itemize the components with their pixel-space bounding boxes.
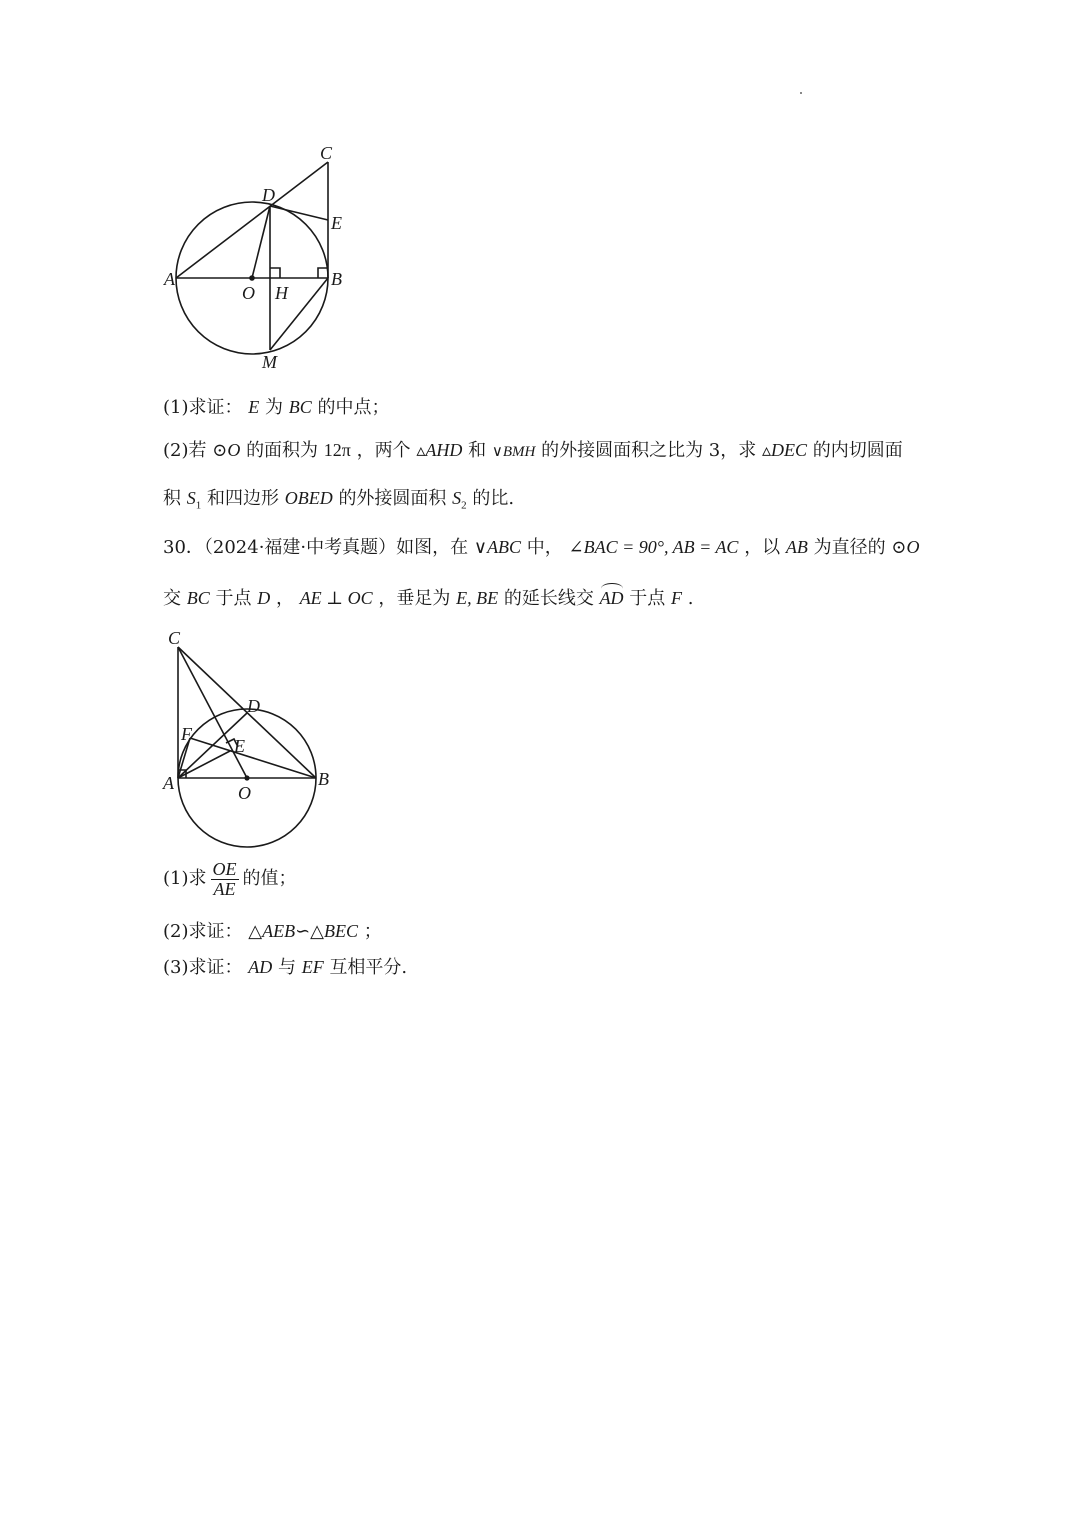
stray-mark	[800, 92, 802, 94]
label-h: H	[275, 283, 288, 303]
q29-part2-cont: 积 $S_1$ 和四边形 OBED 的外接圆面积 $S_2$ 的比.	[163, 488, 515, 512]
label-c: C	[320, 143, 333, 163]
figure-2-circle-diagram	[155, 625, 345, 860]
arc-ad: AD	[599, 588, 624, 608]
label-c: C	[168, 628, 181, 648]
label-m: M	[262, 352, 277, 372]
label-f: F	[181, 724, 192, 744]
segment-ac	[176, 162, 328, 278]
q30-part3: (3)求证： AD 与 EF 互相平分.	[163, 957, 408, 978]
label-e: E	[331, 213, 342, 233]
q30-line2: 交 BC 于点 D ， AE ⊥ OC ，垂足为 E, BE 的延长线交 AD 于点 F .	[163, 588, 694, 609]
q30-line1: 30．（2024·福建·中考真题）如图，在 ∨ABC 中， ∠BAC = 90°, AB = AC ，以 AB 为直径的 ⊙O	[163, 537, 920, 558]
segment-co	[178, 647, 247, 778]
label-e: E	[234, 736, 245, 756]
label-b: B	[331, 269, 342, 289]
figure-1-circle-diagram	[150, 135, 370, 375]
label-a: A	[164, 269, 175, 289]
right-angle-b	[318, 268, 328, 278]
q30-part2: (2)求证： △AEB∽△BEC ；	[163, 921, 382, 942]
label-b: B	[318, 769, 329, 789]
segment-fb	[190, 738, 316, 778]
label-d: D	[262, 185, 275, 205]
label-o: O	[238, 783, 251, 803]
center-point-o	[244, 775, 249, 780]
center-point-o	[249, 275, 255, 281]
q29-part2: (2)若 ⊙O 的面积为 12π ，两个 ▵AHD 和 ∨BMH 的外接圆面积之比为 3，求 ▵DEC 的内切圆面	[163, 440, 903, 461]
label-a: A	[163, 773, 174, 793]
q29-part1: (1)求证： E 为 BC 的中点；	[163, 397, 390, 418]
q30-part1: (1)求 $\frac{OE}{AE}$ 的值；	[163, 859, 297, 899]
fraction-oe-ae: $\frac{OE}{AE}$	[212, 859, 237, 899]
label-o: O	[242, 283, 255, 303]
right-angle-h	[270, 268, 280, 278]
label-d: D	[247, 696, 260, 716]
segment-od	[252, 206, 270, 278]
